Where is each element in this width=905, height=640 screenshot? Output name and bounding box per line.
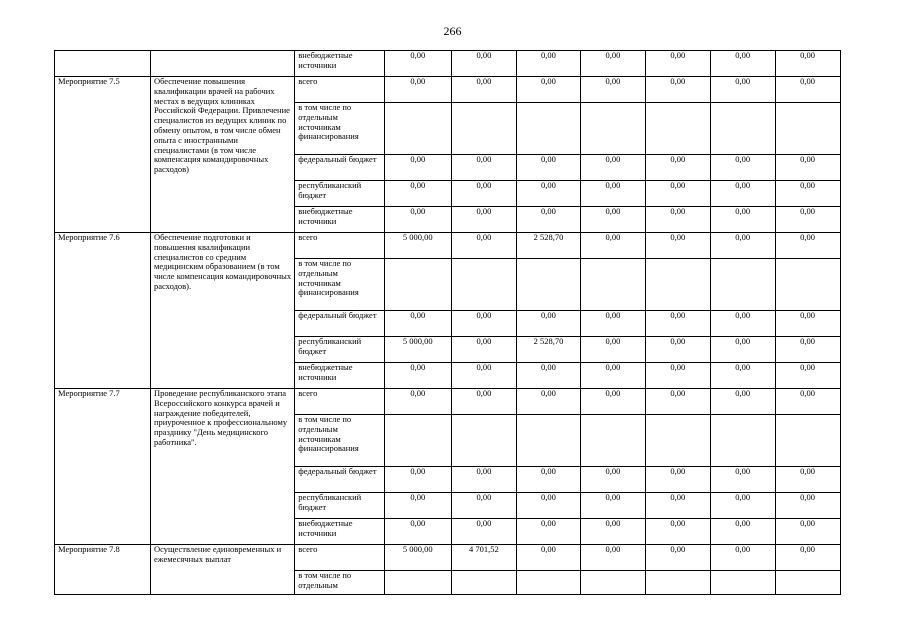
value-cell: 0,00 xyxy=(581,155,646,181)
value-cell: 0,00 xyxy=(645,207,710,233)
value-cell: 0,00 xyxy=(775,51,840,77)
value-cell: 0,00 xyxy=(384,311,451,337)
funding-source: федеральный бюджет xyxy=(295,155,384,181)
value-cell: 0,00 xyxy=(645,233,710,259)
funding-table-body xyxy=(55,51,905,595)
value-cell: 0,00 xyxy=(645,337,710,363)
value-cell: 0,00 xyxy=(384,77,451,103)
value-cell xyxy=(581,103,646,155)
value-cell: 0,00 xyxy=(516,311,580,337)
value-cell: 5 000,00 xyxy=(384,337,451,363)
funding-source: в том числе по отдельным xyxy=(295,571,384,595)
value-cell: 0,00 xyxy=(516,77,580,103)
funding-source: внебюджетные источники xyxy=(295,519,384,545)
value-cell: 0,00 xyxy=(645,545,710,571)
funding-source: всего xyxy=(295,77,384,103)
value-cell: 0,00 xyxy=(775,207,840,233)
value-cell: 0,00 xyxy=(645,77,710,103)
funding-source: в том числе по отдельным источникам финансирования xyxy=(295,259,384,311)
value-cell: 0,00 xyxy=(384,51,451,77)
funding-source: всего xyxy=(295,545,384,571)
value-cell: 0,00 xyxy=(451,181,516,207)
value-cell xyxy=(775,415,840,467)
measure-description: Осуществление единовременных и ежемесячных выплат xyxy=(150,545,294,595)
measure-description: Проведение республиканского этапа Всероссийского конкурса врачей и награждение победителей, приуроченное к профессиональному празднику "День медицинского работника". xyxy=(150,389,294,545)
value-cell: 0,00 xyxy=(775,155,840,181)
value-cell: 0,00 xyxy=(775,363,840,389)
value-cell xyxy=(384,571,451,595)
value-cell: 0,00 xyxy=(645,363,710,389)
funding-source: всего xyxy=(295,233,384,259)
value-cell: 0,00 xyxy=(775,233,840,259)
measure-description: Обеспечение повышения квалификации врачей на рабочих местах в ведущих клиниках Российской Федерации. Привлечение специалистов из ведущих клиник по обмену опытом, в том числе обмен опыта с иностранными специалистами (в том числе компенсация командировочных расходов) xyxy=(150,77,294,233)
value-cell xyxy=(384,103,451,155)
value-cell xyxy=(451,103,516,155)
funding-source: внебюджетные источники xyxy=(295,363,384,389)
value-cell: 4 701,52 xyxy=(451,545,516,571)
value-cell: 0,00 xyxy=(516,493,580,519)
value-cell: 0,00 xyxy=(710,519,775,545)
value-cell: 0,00 xyxy=(775,337,840,363)
measure-desc-cell xyxy=(150,51,294,77)
value-cell: 2 528,70 xyxy=(516,233,580,259)
funding-table xyxy=(54,50,905,595)
value-cell xyxy=(775,103,840,155)
value-cell: 0,00 xyxy=(710,311,775,337)
value-cell xyxy=(516,103,580,155)
value-cell: 0,00 xyxy=(710,389,775,415)
value-cell: 0,00 xyxy=(451,77,516,103)
value-cell: 0,00 xyxy=(384,389,451,415)
value-cell: 0,00 xyxy=(451,389,516,415)
value-cell: 0,00 xyxy=(775,545,840,571)
value-cell: 0,00 xyxy=(581,311,646,337)
value-cell: 0,00 xyxy=(451,233,516,259)
value-cell xyxy=(775,571,840,595)
value-cell xyxy=(581,571,646,595)
value-cell: 0,00 xyxy=(775,389,840,415)
value-cell: 0,00 xyxy=(710,233,775,259)
value-cell: 0,00 xyxy=(645,493,710,519)
value-cell: 0,00 xyxy=(451,311,516,337)
value-cell: 0,00 xyxy=(451,337,516,363)
value-cell: 0,00 xyxy=(451,207,516,233)
value-cell: 0,00 xyxy=(775,181,840,207)
funding-source: в том числе по отдельным источникам финансирования xyxy=(295,415,384,467)
value-cell xyxy=(516,415,580,467)
value-cell: 0,00 xyxy=(516,155,580,181)
value-cell: 0,00 xyxy=(451,493,516,519)
value-cell: 0,00 xyxy=(775,77,840,103)
value-cell: 0,00 xyxy=(710,181,775,207)
value-cell xyxy=(775,259,840,311)
funding-source: всего xyxy=(295,389,384,415)
value-cell: 0,00 xyxy=(384,181,451,207)
value-cell xyxy=(645,415,710,467)
value-cell: 0,00 xyxy=(645,467,710,493)
value-cell xyxy=(710,259,775,311)
value-cell: 2 528,70 xyxy=(516,337,580,363)
table-row xyxy=(55,389,905,415)
measure-code: Мероприятие 7.8 xyxy=(55,545,151,595)
value-cell xyxy=(710,571,775,595)
value-cell: 0,00 xyxy=(516,207,580,233)
value-cell: 0,00 xyxy=(581,545,646,571)
value-cell: 0,00 xyxy=(384,519,451,545)
value-cell: 0,00 xyxy=(581,207,646,233)
funding-source: в том числе по отдельным источникам финансирования xyxy=(295,103,384,155)
value-cell: 0,00 xyxy=(384,493,451,519)
value-cell: 0,00 xyxy=(581,467,646,493)
value-cell: 0,00 xyxy=(581,363,646,389)
value-cell: 5 000,00 xyxy=(384,233,451,259)
value-cell: 0,00 xyxy=(581,181,646,207)
value-cell: 0,00 xyxy=(775,311,840,337)
value-cell: 0,00 xyxy=(581,389,646,415)
value-cell: 0,00 xyxy=(451,467,516,493)
funding-source: внебюджетные источники xyxy=(295,207,384,233)
value-cell: 0,00 xyxy=(775,467,840,493)
source-cell: внебюджетные источники xyxy=(295,51,384,77)
value-cell: 0,00 xyxy=(710,207,775,233)
value-cell: 0,00 xyxy=(451,519,516,545)
value-cell xyxy=(710,103,775,155)
value-cell: 0,00 xyxy=(581,519,646,545)
value-cell: 0,00 xyxy=(710,337,775,363)
value-cell: 0,00 xyxy=(581,493,646,519)
value-cell: 0,00 xyxy=(645,389,710,415)
measure-code: Мероприятие 7.6 xyxy=(55,233,151,389)
value-cell: 5 000,00 xyxy=(384,545,451,571)
value-cell: 0,00 xyxy=(384,467,451,493)
value-cell: 0,00 xyxy=(710,545,775,571)
value-cell: 0,00 xyxy=(581,51,646,77)
value-cell: 0,00 xyxy=(516,467,580,493)
value-cell xyxy=(581,259,646,311)
value-cell xyxy=(516,571,580,595)
value-cell: 0,00 xyxy=(775,519,840,545)
value-cell: 0,00 xyxy=(581,337,646,363)
funding-source: республиканский бюджет xyxy=(295,181,384,207)
measure-description: Обеспечение подготовки и повышения квалификации специалистов со средним медицинским образованием (в том числе компенсация командировочных расходов). xyxy=(150,233,294,389)
value-cell xyxy=(451,415,516,467)
value-cell: 0,00 xyxy=(384,363,451,389)
value-cell xyxy=(384,259,451,311)
funding-source: федеральный бюджет xyxy=(295,311,384,337)
measure-code-cell xyxy=(55,51,151,77)
value-cell: 0,00 xyxy=(516,363,580,389)
value-cell xyxy=(645,103,710,155)
value-cell xyxy=(645,571,710,595)
value-cell: 0,00 xyxy=(710,467,775,493)
value-cell: 0,00 xyxy=(710,363,775,389)
value-cell: 0,00 xyxy=(516,545,580,571)
value-cell: 0,00 xyxy=(710,77,775,103)
value-cell: 0,00 xyxy=(581,233,646,259)
measure-code: Мероприятие 7.7 xyxy=(55,389,151,545)
value-cell: 0,00 xyxy=(581,77,646,103)
value-cell: 0,00 xyxy=(710,155,775,181)
value-cell: 0,00 xyxy=(645,51,710,77)
table-row xyxy=(55,233,905,259)
value-cell: 0,00 xyxy=(516,181,580,207)
value-cell xyxy=(710,415,775,467)
page-number: 266 xyxy=(443,24,462,38)
value-cell xyxy=(384,415,451,467)
value-cell: 0,00 xyxy=(710,51,775,77)
value-cell xyxy=(451,259,516,311)
table-row xyxy=(55,77,905,103)
value-cell: 0,00 xyxy=(451,363,516,389)
funding-source: федеральный бюджет xyxy=(295,467,384,493)
value-cell: 0,00 xyxy=(384,207,451,233)
value-cell: 0,00 xyxy=(645,155,710,181)
value-cell: 0,00 xyxy=(710,493,775,519)
value-cell: 0,00 xyxy=(516,389,580,415)
measure-code: Мероприятие 7.5 xyxy=(55,77,151,233)
value-cell xyxy=(645,259,710,311)
funding-source: республиканский бюджет xyxy=(295,337,384,363)
value-cell: 0,00 xyxy=(645,181,710,207)
funding-source: республиканский бюджет xyxy=(295,493,384,519)
value-cell xyxy=(451,571,516,595)
value-cell: 0,00 xyxy=(645,519,710,545)
value-cell xyxy=(516,259,580,311)
value-cell: 0,00 xyxy=(516,519,580,545)
value-cell: 0,00 xyxy=(451,51,516,77)
value-cell: 0,00 xyxy=(516,51,580,77)
value-cell xyxy=(581,415,646,467)
value-cell: 0,00 xyxy=(645,311,710,337)
value-cell: 0,00 xyxy=(384,155,451,181)
value-cell: 0,00 xyxy=(451,155,516,181)
value-cell: 0,00 xyxy=(775,493,840,519)
table-row xyxy=(55,51,905,77)
table-row xyxy=(55,545,905,571)
